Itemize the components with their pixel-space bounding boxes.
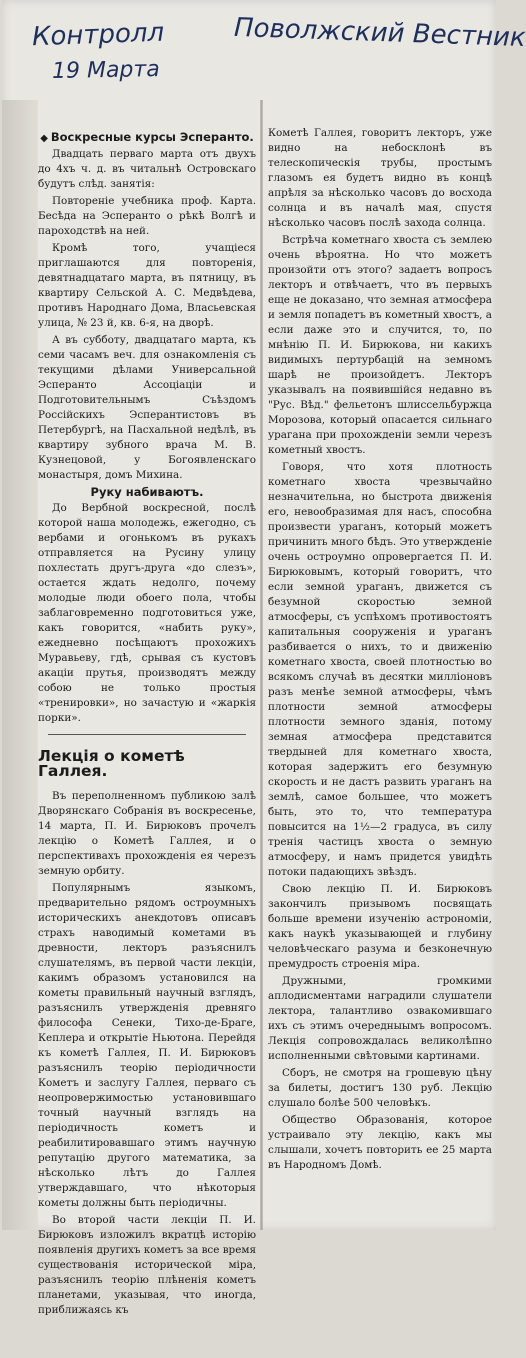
paragraph: Дружными, громкими аплодисментами наградили слушатели лектора, талантливо озвакомившаго ихъ съ этимъ очередныымъ вопросомъ. Лекція сопровождалась великолѣпно исполненными свѣтовыми картинами. — [268, 975, 492, 1062]
paper-stain — [2, 100, 38, 1230]
article-heading-lecture: Лекція о кометѣ Галлея. — [38, 747, 185, 780]
paragraph: Кометѣ Галлея, говоритъ лекторъ, уже видно на небосклонѣ въ телескопическія трубы, простымъ глазомъ ея будетъ видно въ концѣ апрѣля за нѣсколько часовъ до восхода солнца и въ началѣ мая, спустя нѣсколько часовъ послѣ захода солнца. — [268, 127, 492, 229]
paragraph: Свою лекцію П. И. Бирюковъ закончилъ призывомъ посвящать больше времени изученію астрономіи, какъ наукѣ указывающей и глубину человѣческаго разума и безконечную премудрость строенія міра. — [268, 883, 492, 970]
paragraph: До Вербной воскресной, послѣ которой наша молодежь, ежегодно, съ вербами и огонькомъ въ рукахъ отправляется на Русину улицу похлестать другъ-друга «до слезъ», остается ждать недолго, почему молодые люди обоего пола, чтобы заблаговременно подготовиться уже, какъ говорится, «набить руку», ежедневно посѣщаютъ прохожихъ Муравьеву, гдѣ, срывая съ кустовъ акаціи прутья, производятъ между собою не только простыя «тренировки», но зачастую и «жаркія порки». — [38, 502, 256, 724]
section-rule — [48, 734, 246, 735]
article-heading-hand: Руку набиваютъ. — [90, 485, 204, 499]
paragraph: Популярнымъ языкомъ, предварительно рядомъ остроумныхъ историческихъ анекдотовъ описавъ страхъ наводимый кометами въ древности, лекторъ разъяснилъ слушателямъ, въ первой части лекціи, какимъ образомъ установился на кометы правильный научный взглядъ, разъяснилъ утвержденія древняго философа Сенеки, Тихо-де-Браге, Кеплера и открытіе Ньютона. Перейдя къ кометѣ Галлея, П. И. Бирюковъ разъяснилъ теорію періодичности Кометъ и заслугу Галлея, перваго съ неопровержимостью установившаго точный научный взглядъ на періодичность кометъ и реабилитировавшаго этимъ научную репутацію другого математика, за нѣсколько лѣтъ до Галлея утверждавшаго, что нѣкоторыя кометы должны быть періодичны. — [38, 882, 256, 1209]
newspaper-clipping — [2, 0, 526, 1316]
paragraph: Во второй части лекціи П. И. Бирюковъ изложилъ вкратцѣ исторію появленія другихъ кометъ за все время существованія исторической міра, разъяснилъ теорію плѣненія кометъ планетами, указывая, что иногда, приближаясь къ — [38, 1214, 256, 1316]
handwritten-note-date: 19 Марта — [51, 57, 160, 84]
diamond-bullet-icon: ◆ — [40, 133, 48, 144]
column-divider — [260, 100, 263, 1230]
left-column — [38, 128, 256, 1358]
paragraph: Повтореніе учебника проф. Карта. Бесѣда на Эсперанто о рѣкѣ Волгѣ и пароходствѣ на ней. — [38, 195, 256, 237]
handwritten-note-source: Поволжский Вестник — [233, 12, 526, 54]
paragraph: Общество Образованія, которое устраивало эту лекцію, какъ мы слышали, хочетъ повторить ее 25 марта въ Народномъ Домѣ. — [268, 1114, 492, 1171]
right-column — [268, 126, 492, 1356]
paragraph: Двадцать перваго марта отъ двухъ до 4хъ ч. д. въ читальнѣ Островскаго будутъ слѣд. занятія: — [38, 148, 256, 190]
paragraph: А въ субботу, двадцатаго марта, къ семи часамъ веч. для ознакомленія съ текущими дѣлами Универсальной Эсперанто Ассоціаціи и Подготовительнымъ Съѣздомъ Россійскихъ Эсперантистовъ въ Петербургѣ, на Пасхальной недѣлѣ, въ квартиру зубного врача М. В. Кузнецовой, у Богоявленскаго монастыря, домъ Михина. — [38, 334, 256, 481]
article-heading-esperanto: ◆ Воскресные курсы Эсперанто. — [40, 130, 254, 144]
paragraph: Встрѣча кометнаго хвоста съ землею очень вѣроятна. Но что можетъ произойти отъ этого? задаетъ вопросъ лекторъ и отвѣчаетъ, что въ первыхъ еще не доказано, что земная атмосфера и земля попадетъ въ кометный хвостъ, а если даже это и случится, то, по мнѣнію П. И. Бирюкова, ни какихъ видимыхъ пертурбацій на земномъ шарѣ не произойдетъ. Лекторъ указывалъ на появившійся недавно въ "Рус. Вѣд." фельетонъ шлиссельбуржца Морозова, который опасается сильнаго урагана при прохожденіи земли черезъ кометный хвостъ. — [268, 234, 492, 456]
paragraph: Сборъ, не смотря на грошевую цѣну за билеты, достигъ 130 руб. Лекцію слушало болѣе 500 человѣкъ. — [268, 1067, 492, 1109]
handwritten-note-line1: Контролл — [31, 17, 165, 53]
paragraph: Въ переполненномъ публикою залѣ Дворянскаго Собранія въ воскресенье, 14 марта, П. И. Бирюковъ прочелъ лекцію о Кометѣ Галлея, и о перспективахъ прохожденія ея черезъ земную орбиту. — [38, 790, 256, 877]
paragraph: Говоря, что хотя плотность кометнаго хвоста чрезвычайно незначительна, но быстрота движенія его, невообразимая для насъ, способна произвести ураганъ, который можетъ причинить много бѣдъ. Это утвержденіе очень остроумно опровергается П. И. Бирюковымъ, который говоритъ, что если земной ураганъ, движется съ безумной скоростью земной атмосферы, съ успѣхомъ противостоятъ капитальныя сооруженія и ураганъ разбивается о нихъ, то и движенію кометнаго хвоста, своей плотностью во всякомъ случаѣ въ десятки милліоновъ разъ менѣе земной атмосферы, чѣмъ плотности земной атмосферы плотности земного зданія, потому земная атмосфера представится твердыней для кометнаго хвоста, которая задержитъ его безумную скорость и не дастъ развить ураганъ на землѣ, самое большее, что можетъ быть, это то, что температура повысится на 1½—2 градуса, въ силу тренія частицъ хвоста о земную атмосферу, и намъ придется увидѣть потоки падающихъ звѣздъ. — [268, 461, 492, 878]
paragraph: Кромѣ того, учащіеся приглашаются для повторенія, девятнадцатаго марта, въ пятницу, въ квартиру Сельской А. С. Медвѣдева, противъ Народнаго Дома, Власьевская улица, № 23 й, кв. 6-я, на дворѣ. — [38, 242, 256, 329]
